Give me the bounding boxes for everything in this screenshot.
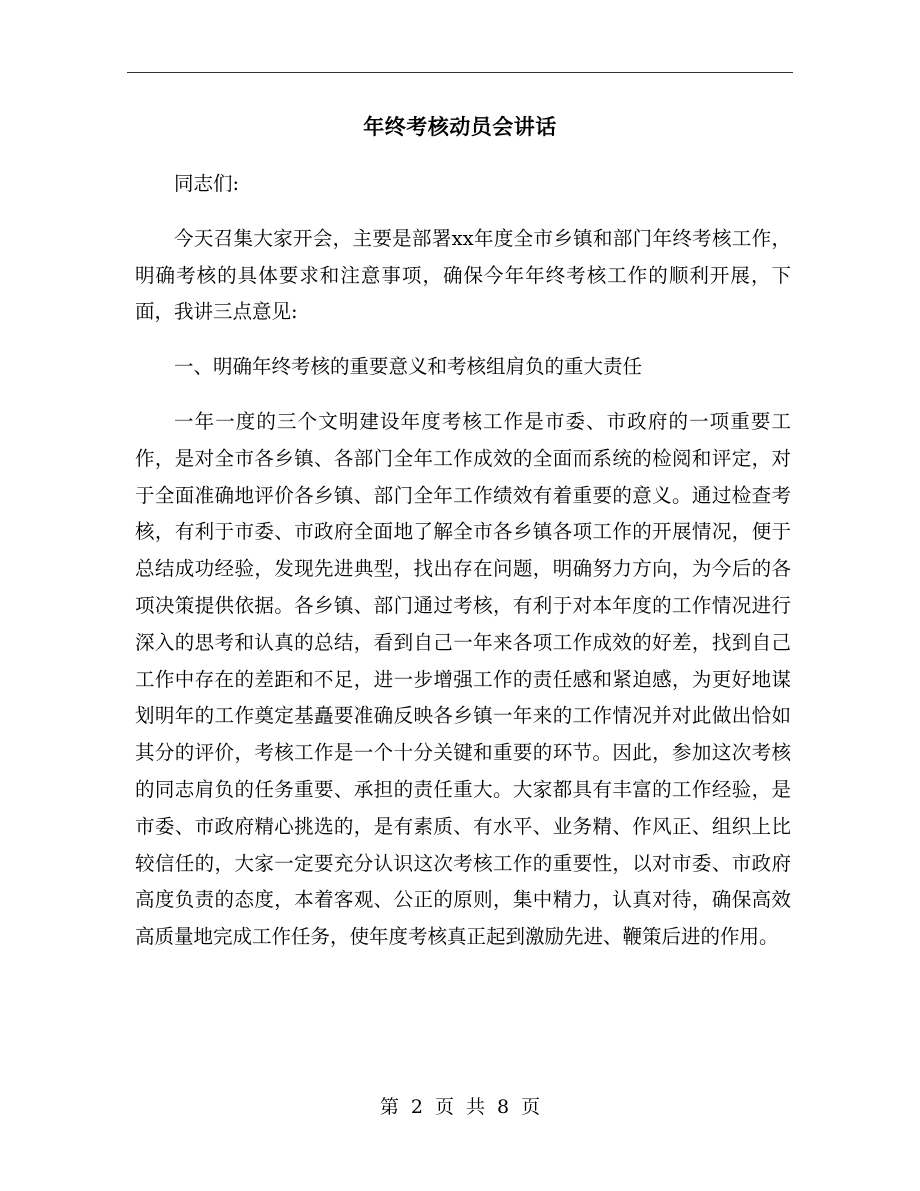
salutation-paragraph: 同志们: bbox=[174, 172, 240, 195]
document-title: 年终考核动员会讲话 bbox=[363, 114, 557, 139]
body-paragraph: 一年一度的三个文明建设年度考核工作是市委、市政府的一项重要工作，是对全市各乡镇、各部门全年工作成效的全面而系统的检阅和评定，对于全面准确地评价各乡镇、部门全年工作绩效有着重要的意义。通过检查考核，有利于市委、市政府全面地了解全市各乡镇各项工作的开展情况，便于总结成功经验，发现先进典型，找出存在问题，明确努力方向，为今后的各项决策提供依据。各乡镇、部门通过考核，有利于对本年度的工作情况进行深入的思考和认真的总结，看到自己一年来各项工作成效的好差，找到自己工作中存在的差距和不足，进一步增强工作的责任感和紧迫感，为更好地谋划明年的工作奠定基矗要准确反映各乡镇一年来的工作情况并对此做出恰如其分的评价，考核工作是一个十分关键和重要的环节。因此，参加这次考核的同志肩负的任务重要、承担的责任重大。大家都具有丰富的工作经验，是市委、市政府精心挑选的，是有素质、有水平、业务精、作风正、组织上比较信任的，大家一定要充分认识这次考核工作的重要性，以对市委、市政府高度负责的态度，本着客观、公正的原则，集中精力，认真对待，确保高效高质量地完成工作任务，使年度考核真正起到激励先进、鞭策后进的作用。 bbox=[135, 409, 791, 949]
document-body bbox=[135, 166, 791, 956]
header-rule bbox=[127, 72, 793, 73]
page-number-footer: 第 2 页 共 8 页 bbox=[379, 1096, 541, 1118]
section-heading: 一、明确年终考核的重要意义和考核组肩负的重大责任 bbox=[174, 355, 643, 379]
intro-paragraph: 今天召集大家开会，主要是部署xx年度全市乡镇和部门年终考核工作，明确考核的具体要求和注意事项，确保今年年终考核工作的顺利开展，下面，我讲三点意见: bbox=[135, 226, 791, 324]
